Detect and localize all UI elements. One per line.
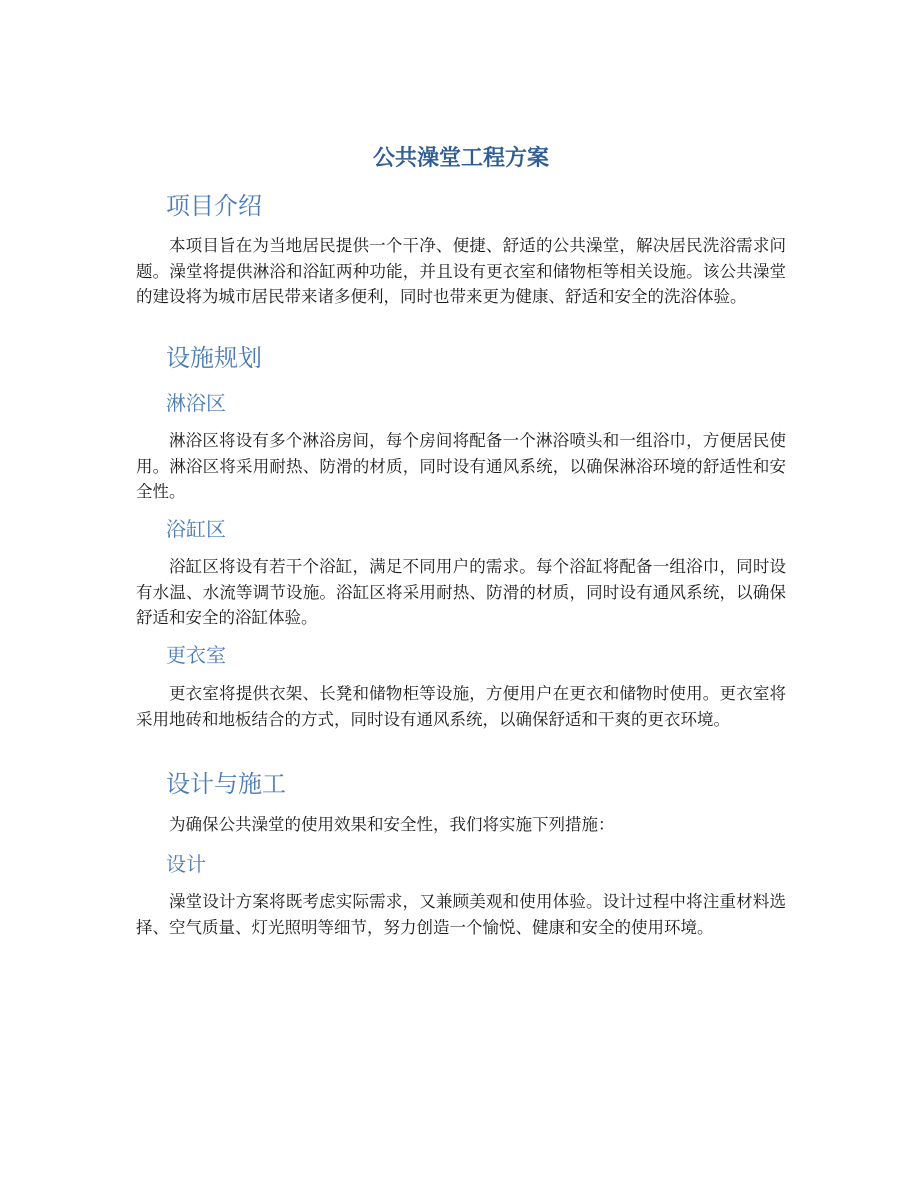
section-heading-intro: 项目介绍 (166, 192, 262, 220)
subheading-locker: 更衣室 (166, 643, 226, 667)
document-title: 公共澡堂工程方案 (372, 145, 549, 171)
design-intro-paragraph: 为确保公共澡堂的使用效果和安全性，我们将实施下列措施： (169, 815, 615, 834)
bathtub-paragraph: 浴缸区将设有若干个浴缸，满足不同用户的需求。每个浴缸将配备一组浴巾，同时设有水温、水流等调节设施。浴缸区将采用耐热、防滑的材质，同时设有通风系统，以确保舒适和安全的浴缸体验。 (136, 557, 786, 627)
subheading-design: 设计 (166, 852, 206, 876)
design-paragraph: 澡堂设计方案将既考虑实际需求，又兼顾美观和使用体验。设计过程中将注重材料选择、空气质量、灯光照明等细节，努力创造一个愉悦、健康和安全的使用环境。 (136, 892, 786, 937)
section-heading-facilities: 设施规划 (166, 344, 262, 372)
intro-paragraph: 本项目旨在为当地居民提供一个干净、便捷、舒适的公共澡堂，解决居民洗浴需求问题。澡堂将提供淋浴和浴缸两种功能，并且设有更衣室和储物柜等相关设施。该公共澡堂的建设将为城市居民带来诸多便利，同时也带来更为健康、舒适和安全的洗浴体验。 (136, 236, 786, 306)
section-heading-design: 设计与施工 (166, 770, 286, 798)
subheading-bathtub: 浴缸区 (166, 517, 226, 541)
shower-paragraph: 淋浴区将设有多个淋浴房间，每个房间将配备一个淋浴喷头和一组浴巾，方便居民使用。淋浴区将采用耐热、防滑的材质，同时设有通风系统，以确保淋浴环境的舒适性和安全性。 (136, 431, 786, 501)
locker-paragraph: 更衣室将提供衣架、长凳和储物柜等设施，方便用户在更衣和储物时使用。更衣室将采用地砖和地板结合的方式，同时设有通风系统，以确保舒适和干爽的更衣环境。 (136, 684, 786, 729)
subheading-shower: 淋浴区 (166, 391, 226, 415)
